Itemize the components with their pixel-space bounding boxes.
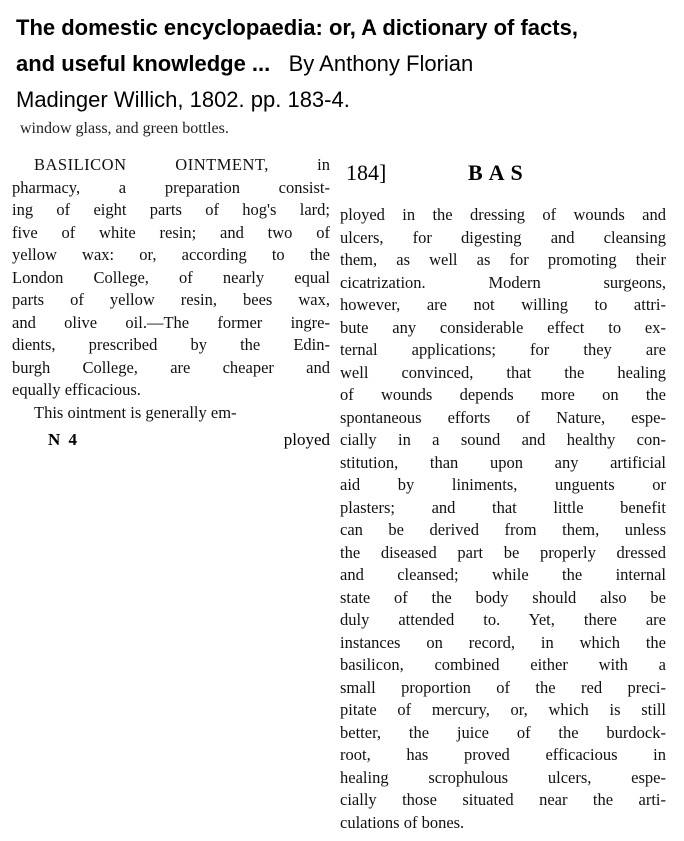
left-column-line: London College, of nearly equal [12,267,330,287]
signature-mark: N 4 [48,430,80,449]
right-column-line: cially those situated near the arti- [340,790,666,809]
clipped-previous-line: window glass, and green bottles. [20,120,229,137]
caption-line-3: Madinger Willich, 1802. pp. 183-4. [16,87,350,112]
page-184-header [346,160,666,190]
left-column-page-183 [12,154,330,424]
right-column-line: well convinced, that the healing [340,362,666,382]
right-column-page-184 [340,204,666,834]
right-column-line: healing scrophulous ulcers, espe- [340,767,666,787]
left-column-line: ing of eight parts of hog's lard; [12,200,330,219]
caption-title-line-2: and useful knowledge ... [16,51,271,76]
right-column-line: ternal applications; for they are [340,340,666,359]
right-column-line: however, are not willing to attri- [340,295,666,314]
scanned-page-spread [0,120,684,841]
right-column-line: duly attended to. Yet, there are [340,610,666,629]
right-column-line: cially in a sound and healthy con- [340,430,666,449]
left-column-line: and olive oil.—The former ingre- [12,312,330,332]
right-column-line: culations of bones. [340,812,465,832]
right-column-line: spontaneous efforts of Nature, espe- [340,407,666,427]
right-column-line: ulcers, for digesting and cleansing [340,227,666,247]
running-head: BAS [468,160,529,185]
right-column-line: aid by liniments, unguents or [340,475,666,494]
left-column-line: yellow wax: or, according to the [12,245,330,264]
right-column-line: state of the body should also be [340,587,666,607]
left-column-line: parts of yellow resin, bees wax, [12,290,330,309]
caption-title-line-1: The domestic encyclopaedia: or, A dictionary of facts, [16,15,578,40]
right-column-line: them, as well as for promoting their [340,250,666,269]
right-column-line: better, the juice of the burdock- [340,722,666,742]
right-column-line: basilicon, combined either with a [340,655,666,674]
right-column-line: plasters; and that little benefit [340,497,666,517]
catchword: ployed [283,430,330,449]
caption-line-2 [16,46,676,82]
right-column-line: small proportion of the red preci- [340,677,666,697]
right-column-line: can be derived from them, unless [340,520,666,539]
right-column-line: of wounds depends more on the [340,385,666,404]
right-column-line: and cleansed; while the internal [340,565,666,584]
right-column-line: stitution, than upon any artificial [340,452,666,472]
right-column-line: root, has proved efficacious in [340,745,666,764]
left-column-line: burgh College, are cheaper and [12,357,330,377]
right-column-line: ployed in the dressing of wounds and [340,205,666,224]
entry-heading: BASILICON OINTMENT, [34,155,269,174]
page-number: 184] [346,160,387,185]
right-column-line: pitate of mercury, or, which is still [340,700,666,719]
right-column-line: instances on record, in which the [340,632,666,652]
entry-heading-line [12,154,330,177]
left-column-last-line: This ointment is generally em- [34,402,237,422]
left-column-line: pharmacy, a preparation consist- [12,177,330,197]
entry-heading-tail: in [317,155,330,174]
left-column-line: dients, prescribed by the Edin- [12,335,330,354]
left-column-line: equally efficacious. [12,380,141,399]
right-column-line: the diseased part be properly dressed [340,542,666,562]
caption-author: By Anthony Florian [288,51,474,76]
left-column-line: five of white resin; and two of [12,222,330,242]
left-column-lines [12,177,330,402]
right-column-line: cicatrization. Modern surgeons, [340,272,666,292]
caption [16,10,676,118]
right-column-line: bute any considerable effect to ex- [340,317,666,337]
